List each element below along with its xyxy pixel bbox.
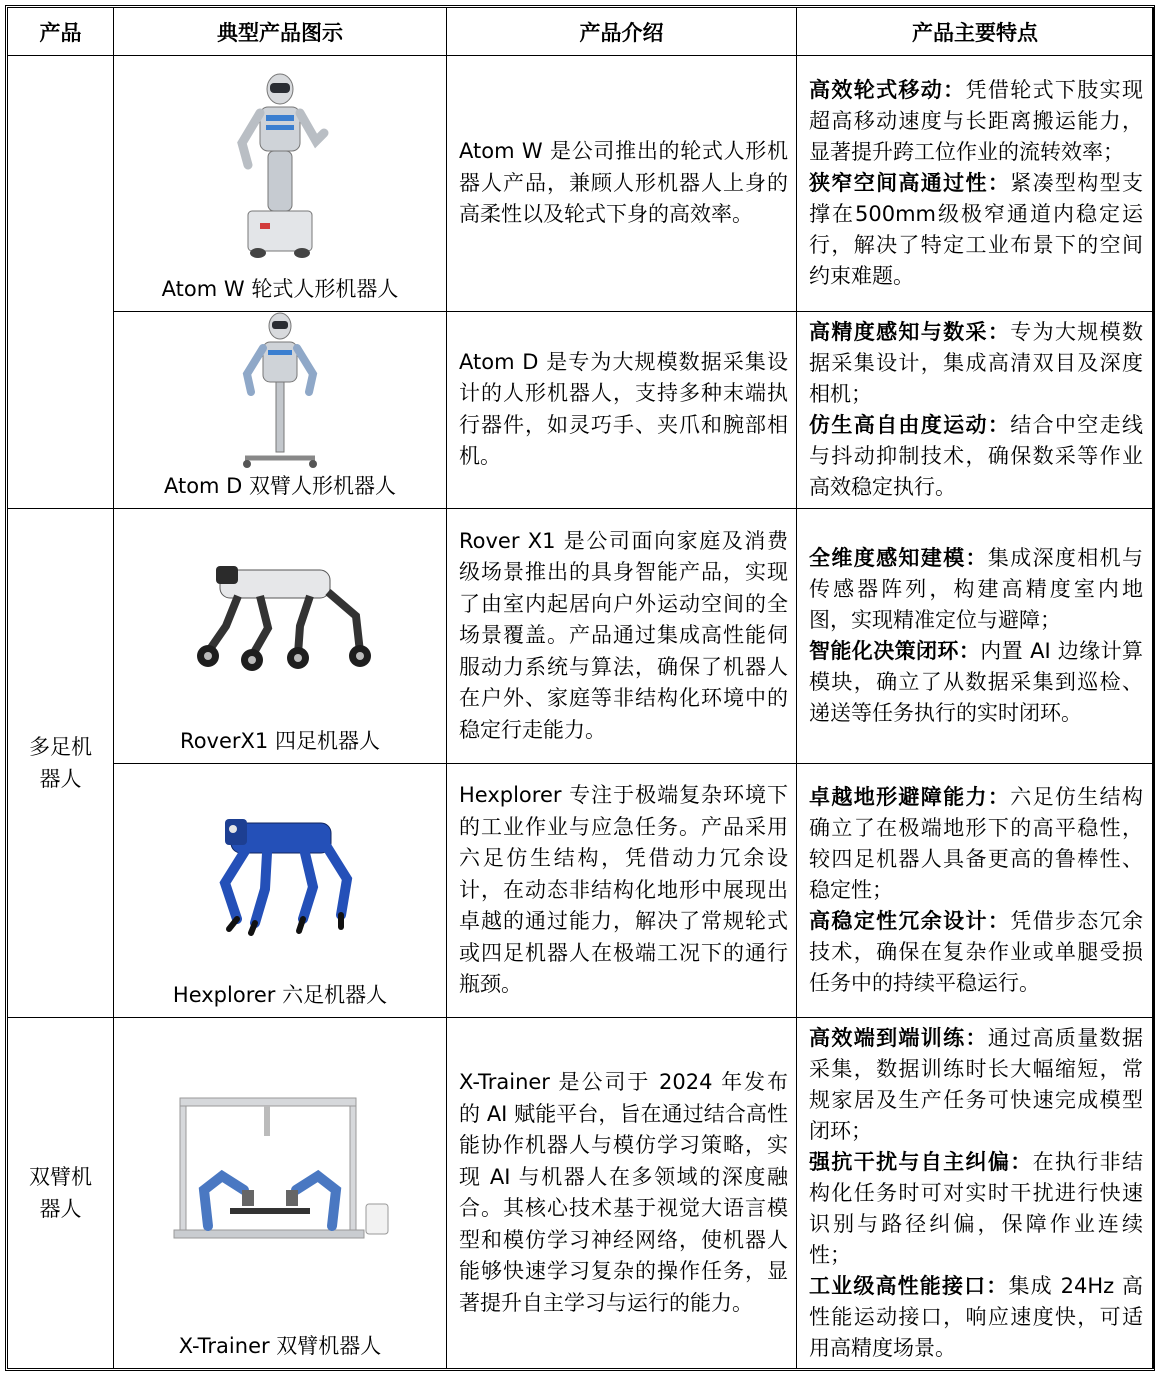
- feature-item: [809, 75, 1143, 168]
- table-row: [8, 509, 1154, 764]
- feature-text: 专为大规模数据采集设计，集成高清双目及深度相机；: [809, 319, 1144, 406]
- product-image-cell: [114, 311, 447, 508]
- atom-w-robot-image: [220, 73, 340, 263]
- feature-text: 结合中空走线与抖动抑制技术，确保数采等作业高效稳定执行。: [809, 412, 1144, 499]
- feature-title: 全维度感知建模：: [809, 545, 988, 570]
- product-intro: Rover X1 是公司面向家庭及消费级场景推出的具身智能产品，实现了由室内起居向户外运动空间的全场景覆盖。产品通过集成高性能伺服动力系统与算法，确保了机器人在户外、家庭等非结构化环境中的稳定行走能力。: [447, 509, 797, 764]
- feature-title: 智能化决策闭环：: [809, 638, 981, 663]
- x-trainer-robot-image: [160, 1090, 400, 1250]
- product-image-cell: [114, 56, 447, 312]
- product-features: [797, 763, 1154, 1018]
- feature-text: 紧凑型构型支撑在500mm级极窄通道内稳定运行，解决了特定工业布景下的空间约束难题。: [809, 170, 1144, 288]
- header-image: 典型产品图示: [114, 8, 447, 56]
- product-features: [797, 1018, 1154, 1369]
- feature-title: 工业级高性能接口：: [809, 1273, 1009, 1298]
- product-caption: Atom D 双臂人形机器人: [163, 474, 397, 499]
- header-features: 产品主要特点: [797, 8, 1154, 56]
- hexplorer-robot-image: [195, 803, 365, 943]
- category-cell-humanoid: [8, 56, 114, 509]
- category-cell-multi-leg: [8, 509, 114, 1018]
- feature-text: 凭借步态冗余技术，确保在复杂作业或单腿受损任务中的持续平稳运行。: [809, 908, 1144, 995]
- product-intro: Atom W 是公司推出的轮式人形机器人产品，兼顾人形机器人上身的高柔性以及轮式下身的高效率。: [447, 56, 797, 312]
- feature-item: [809, 906, 1143, 999]
- table-row: [8, 1018, 1154, 1369]
- feature-item: [809, 168, 1143, 292]
- feature-text: 集成 24Hz 高性能运动接口，响应速度快，可适用高精度场景。: [809, 1273, 1144, 1360]
- product-intro: Hexplorer 专注于极端复杂环境下的工业作业与应急任务。产品采用六足仿生结构，凭借动力冗余设计，在动态非结构化地形中展现出卓越的通过能力，解决了常规轮式或四足机器人在极端工况下的通行瓶颈。: [447, 763, 797, 1018]
- product-image-cell: [114, 509, 447, 764]
- product-intro: X-Trainer 是公司于 2024 年发布的 AI 赋能平台，旨在通过结合高性能协作机器人与模仿学习策略，实现 AI 与机器人在多领域的深度融合。其核心技术基于视觉大语言模型和模仿学习神经网络，使机器人能够快速学习复杂的操作任务，显著提升自主学习与运行的能力。: [447, 1018, 797, 1369]
- header-product: 产品: [8, 8, 114, 56]
- feature-title: 高精度感知与数采：: [809, 319, 1011, 344]
- table-row: [8, 763, 1154, 1018]
- feature-item: [809, 543, 1143, 636]
- product-features: [797, 56, 1154, 312]
- product-caption: Atom W 轮式人形机器人: [161, 276, 399, 301]
- product-intro: Atom D 是专为大规模数据采集设计的人形机器人，支持多种末端执行器件，如灵巧手、夹爪和腕部相机。: [447, 311, 797, 508]
- feature-title: 仿生高自由度运动：: [809, 412, 1011, 437]
- category-label: 多足机器人: [29, 735, 92, 792]
- product-caption: Hexplorer 六足机器人: [172, 983, 388, 1008]
- table-header-row: [8, 8, 1154, 56]
- feature-title: 卓越地形避障能力：: [809, 784, 1011, 809]
- feature-item: [809, 1271, 1143, 1364]
- product-table: [7, 7, 1154, 1369]
- feature-title: 狭窄空间高通过性：: [809, 170, 1011, 195]
- atom-d-robot-image: [225, 312, 335, 472]
- feature-text: 集成深度相机与传感器阵列，构建高精度室内地图，实现精准定位与避障；: [809, 545, 1144, 632]
- feature-text: 内置 AI 边缘计算模块，确立了从数据采集到巡检、递送等任务执行的实时闭环。: [809, 638, 1143, 725]
- category-label: 双臂机器人: [29, 1165, 92, 1222]
- product-image-cell: [114, 1018, 447, 1369]
- table-row: [8, 311, 1154, 508]
- feature-item: [809, 317, 1143, 410]
- header-intro: 产品介绍: [447, 8, 797, 56]
- product-image-cell: [114, 763, 447, 1018]
- roverx1-robot-image: [180, 556, 380, 676]
- feature-text: 六足仿生结构确立了在极端地形下的高平稳性，较四足机器人具备更高的鲁棒性、稳定性；: [809, 784, 1144, 902]
- table-row: [8, 56, 1154, 312]
- product-features: [797, 311, 1154, 508]
- feature-item: [809, 782, 1143, 906]
- feature-item: [809, 1147, 1143, 1271]
- feature-title: 高效端到端训练：: [809, 1025, 988, 1050]
- product-caption: X-Trainer 双臂机器人: [178, 1334, 382, 1358]
- product-features: [797, 509, 1154, 764]
- product-caption: RoverX1 四足机器人: [180, 728, 380, 753]
- feature-text: 在执行非结构化任务时可对实时干扰进行快速识别与路径纠偏，保障作业连续性；: [809, 1149, 1144, 1267]
- feature-item: [809, 1023, 1143, 1147]
- feature-text: 通过高质量数据采集，数据训练时长大幅缩短，常规家居及生产任务可快速完成模型闭环；: [809, 1025, 1144, 1143]
- feature-title: 高效轮式移动：: [809, 77, 966, 102]
- feature-title: 高稳定性冗余设计：: [809, 908, 1011, 933]
- feature-item: [809, 410, 1143, 503]
- feature-text: 凭借轮式下肢实现超高移动速度与长距离搬运能力，显著提升跨工位作业的流转效率；: [809, 77, 1143, 164]
- category-cell-dual-arm: [8, 1018, 114, 1369]
- feature-title: 强抗干扰与自主纠偏：: [809, 1149, 1033, 1174]
- feature-item: [809, 636, 1143, 729]
